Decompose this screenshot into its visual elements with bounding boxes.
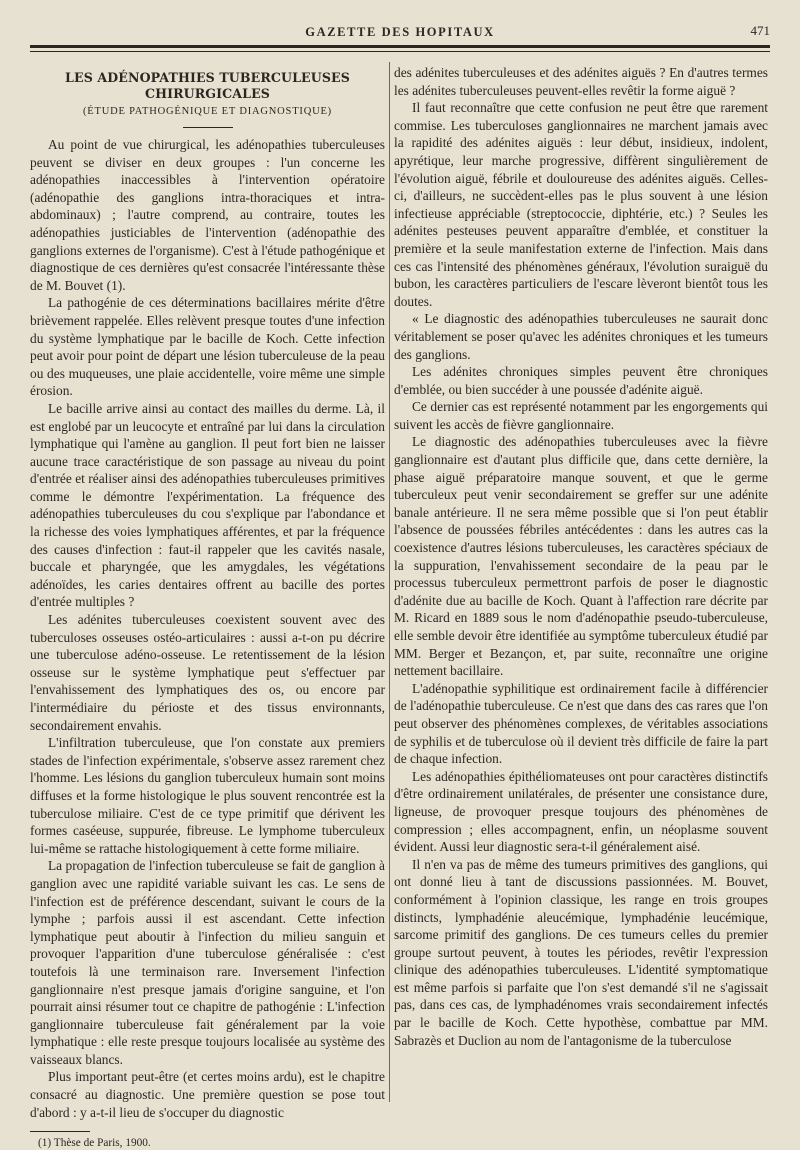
- paragraph: Les adénites chroniques simples peuvent être chroniques d'emblée, ou bien succéder à une poussée d'adénite aiguë.: [394, 364, 768, 397]
- paragraph: Ce dernier cas est représenté notamment par les engorgements qui suivent les accès de fièvre ganglionnaire.: [394, 399, 768, 432]
- header-rule-thin: [30, 51, 770, 52]
- paragraph: Le diagnostic des adénopathies tuberculeuses avec la fièvre ganglionnaire est d'autant plus difficile que, dans cette dernière, la phase aiguë préparatoire manque souvent, et que le germe tuberculeux peut venir secondairement se greffer sur une adénite banale antérieure. Il ne sera même possible que si l'on peut établir l'absence de poussées fébriles antécédentes : dans les autres cas la coexistence d'autres lésions tuberculeuses, les caractères spéciaux de la suppuration, l'envahissement secondaire de la peau par le processus tuberculeux permettront parfois de poser le diagnostic d'adénite due au bacille de Koch. Quant à l'affection rare décrite par M. Ricard en 1889 sous le nom d'adénopathie pseudo-tuberculeuse, elle semble devoir être identifiée au symptôme tuberculeux étudié par MM. Berger et Bezançon, et, par suite, reconnaître une origine nettement bacillaire.: [394, 434, 768, 679]
- paragraph: Au point de vue chirurgical, les adénopathies tuberculeuses peuvent se diviser en deux groupes : l'un concerne les adénopathies inaccessibles à l'intervention opératoire (adénopathie des ganglions intra-thoraciques et intra-abdominaux) ; l'autre comprend, au contraire, toutes les adénopathies justiciables de l'intervention (adénopathie des ganglions externes de l'organisme). C'est à l'étude pathogénique et diagnostique de ces dernières qu'est consacrée l'intéressante thèse de M. Bouvet (1).: [30, 137, 385, 293]
- header-rule-thick: [30, 45, 770, 48]
- paragraph: L'adénopathie syphilitique est ordinairement facile à différencier de l'adénopathie tuberculeuse. Ce n'est que dans des cas rares que l'on peut observer des phénomènes complexes, de véritables associations de syphilis et de tuberculose où il devient très difficile de faire la part de chaque infection.: [394, 680, 768, 767]
- paragraph: des adénites tuberculeuses et des adénites aiguës ? En d'autres termes les adénites tuberculeuses peuvent-elles revêtir la forme aiguë ?: [394, 65, 768, 98]
- paragraph: Plus important peut-être (et certes moins ardu), est le chapitre consacré au diagnostic. Une première question se pose tout d'abord : y a-t-il lieu de s'occuper du diagnostic: [30, 1069, 385, 1120]
- page-header: [30, 22, 770, 44]
- right-column: [394, 64, 768, 1049]
- column-divider: [389, 62, 390, 1102]
- paragraph: L'infiltration tuberculeuse, que l'on constate aux premiers stades de l'infection expérimentale, s'observe assez rarement chez l'homme. Les lésions du ganglion tuberculeux humain sont moins diffuses et la forme histologique le plus souvent rencontrée est la tuberculose miliaire. C'est de ce type primitif que dérivent les formes caséeuse, suppurée, fibreuse. Le lymphome tuberculeux lui-même se rattache histologiquement à cette forme miliaire.: [30, 735, 385, 856]
- footnote: (1) Thèse de Paris, 1900.: [38, 1137, 151, 1150]
- paragraph: Le bacille arrive ainsi au contact des mailles du derme. Là, il est englobé par un leucocyte et entraîné par lui dans la circulation lymphatique qui l'amène au ganglion. Il peut fort bien ne laisser aucune trace caractéristique de son passage au niveau du point d'entrée et réaliser ainsi des adénopathies tuberculeuses primitives comme le démontre l'expérimentation. La fréquence des adénopathies tuberculeuses du cou s'explique par l'abondance et la richesse des voies lymphatiques afférentes, et par la fréquence des causes d'infection : faut-il rappeler que les cavités nasale, buccale et pharyngée, que les amygdales, les végétations adénoïdes, les caries dentaires offrent au bacille des portes d'entrée multiples ?: [30, 400, 385, 610]
- paragraph: Les adénites tuberculeuses coexistent souvent avec des tuberculoses osseuses ostéo-articulaires : aussi a-t-on pu décrire une tuberculose adéno-osseuse. Le retentissement de la lésion osseuse sur le système lymphatique peut s'effectuer par l'envahissement des lymphatiques des os, ou encore par l'intermédiaire du périoste et des tissus environnants, secondairement envahis.: [30, 612, 385, 733]
- page-number: 471: [750, 23, 770, 38]
- article-subtitle: (ÉTUDE PATHOGÉNIQUE ET DIAGNOSTIQUE): [83, 106, 332, 117]
- paragraph: Il n'en va pas de même des tumeurs primitives des ganglions, qui ont donné lieu à tant de discussions passionnées. M. Bouvet, conformément à l'opinion classique, les range en trois groupes distincts, lymphadénie aleucémique, lymphadénie leucémique, sarcome primitif des ganglions. De ces tumeurs celles du premier groupe surtout peuvent, à toutes les périodes, revêtir l'expression clinique des adénopathies tuberculeuses. L'identité symptomatique est même parfois si parfaite que l'on s'est demandé s'il ne s'agissait pas, dans ces cas, de lymphadénomes vrais secondairement infectés par le bacille de Koch. Cette hypothèse, combattue par MM. Sabrazès et Duclion au nom de l'antagonisme de la tuberculose: [394, 856, 768, 1048]
- title-rule: [183, 127, 233, 128]
- left-column: [30, 64, 385, 1150]
- running-title: GAZETTE DES HOPITAUX: [305, 25, 495, 39]
- footnote-rule: [30, 1131, 90, 1132]
- paragraph: La propagation de l'infection tuberculeuse se fait de ganglion à ganglion avec une rapidité variable suivant les cas. Le sens de l'infection est de préférence descendant, suivant le cours de la lymphe ; parfois aussi il est ascendant. Cette infection lymphatique peut aboutir à l'infection du milieu sanguin et provoquer l'apparition d'une tuberculose généralisée : c'est toutefois là une terminaison rare. Inversement l'infection ganglionnaire n'est presque jamais d'origine sanguine, et l'on pourrait ainsi résumer tout ce chapitre de pathogénie : L'infection ganglionnaire tuberculeuse fait généralement par la voie lymphatique : elle reste presque toujours localisée au système des vaisseaux blancs.: [30, 858, 385, 1067]
- paragraph: « Le diagnostic des adénopathies tuberculeuses ne saurait donc véritablement se poser qu'avec les adénites chroniques et les tumeurs des ganglions.: [394, 311, 768, 362]
- paragraph: Il faut reconnaître que cette confusion ne peut être que rarement commise. Les tuberculoses ganglionnaires ne marchent jamais avec la rapidité des adénites aiguës : leur début, insidieux, indolent, apyrétique, leur marche progressive, diffèrent singulièrement de l'évolution aiguë, fébrile et douloureuse des adénites aiguës. Celles-ci, d'ailleurs, ne succèdent-elles pas le plus souvent à une lésion infectieuse appréciable (streptococcie, diphtérie, etc.) ? Seules les adénites pesteuses peuvent apparaître d'emblée, et constituer la première et la seule manifestation externe de l'infection. Mais dans ces cas l'intensité des phénomènes généraux, l'évolution suraiguë du bubon, les caractères particuliers de l'escare lèveront bientôt tous les doutes.: [394, 100, 768, 309]
- article-title: LES ADÉNOPATHIES TUBERCULEUSES CHIRURGICALES: [65, 70, 350, 101]
- paragraph: Les adénopathies épithéliomateuses ont pour caractères distinctifs d'être ordinairement unilatérales, de présenter une consistance dure, ligneuse, de provoquer presque toujours des phénomènes de compression ; elles accompagnent, enfin, un néoplasme souvent évident. Aussi leur diagnostic sera-t-il généralement aisé.: [394, 768, 768, 855]
- paragraph: La pathogénie de ces déterminations bacillaires mérite d'être brièvement rappelée. Elles relèvent presque toutes d'une infection du système lymphatique par le bacille de Koch. Cette infection peut avoir pour point de départ une lésion tuberculeuse de la peau ou des muqueuses, une plaie accidentelle, voire même une simple érosion.: [30, 295, 385, 399]
